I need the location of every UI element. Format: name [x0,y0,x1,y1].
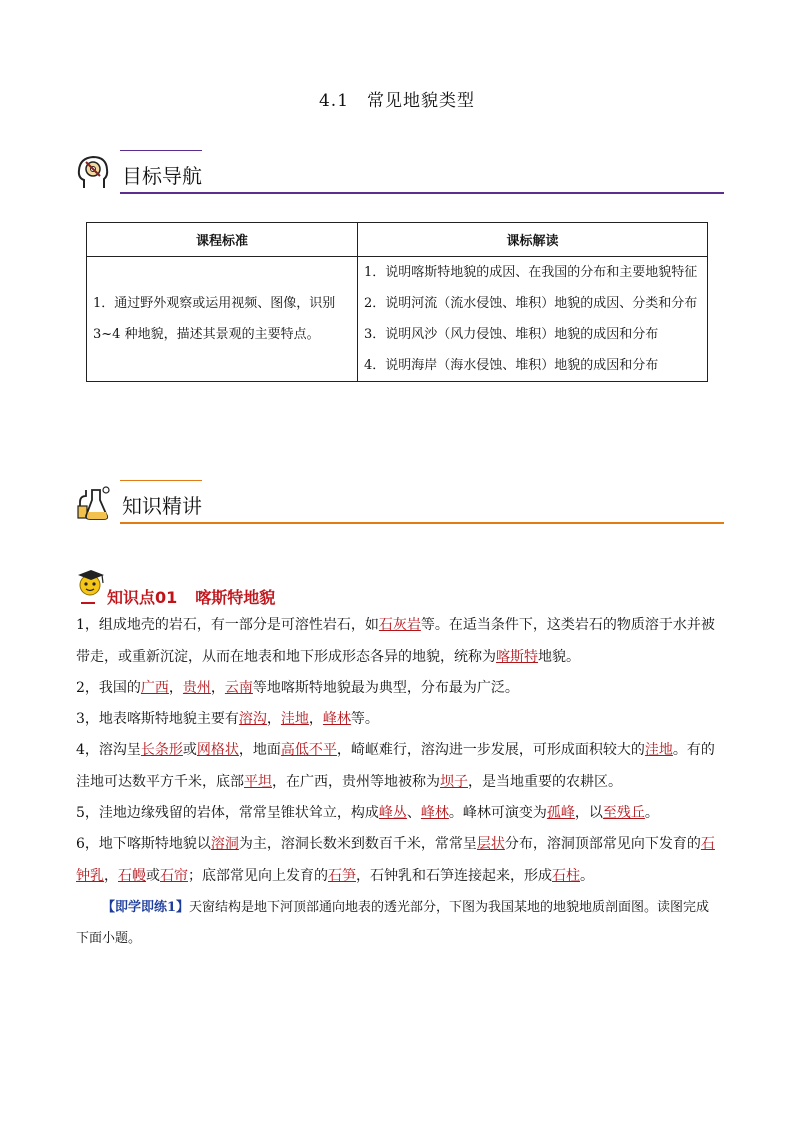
keyword: 层状 [476,836,505,852]
keyword: 至残丘 [602,805,645,821]
header-accent-rule [120,150,202,151]
keyword: 网格状 [196,742,239,758]
knowledge-point-label: 知识点01 [107,588,178,607]
knowledge-point-topic: 喀斯特地貌 [195,588,276,607]
paragraph-3 [76,704,720,736]
keyword: 喀斯特 [496,648,538,665]
keyword: 石帘 [160,867,188,884]
table-row [87,257,708,382]
paragraph-6 [76,829,720,892]
section-header-knowledge [74,480,724,524]
head-gear-icon [74,152,112,190]
header-accent-rule [120,480,202,481]
text: 1，组成地壳的岩石，有一部分是可溶性岩石，如 [76,617,379,633]
keyword: 石笋 [328,867,356,884]
text: 5，洼地边缘残留的岩体，常常呈锥状耸立，构成 [76,805,379,821]
keyword: 长条形 [140,742,183,758]
text: 、 [406,805,421,821]
text: 分布，溶洞顶部常见向下发育的 [504,836,701,852]
section-number: 4.1 [318,91,350,111]
exercise-text: 天窗结构是地下河顶部通向地表的透光部分，下图为我国某地的地貌地质剖面图。读图完成下面小题。 [76,900,710,946]
keyword: 高低不平 [280,742,337,758]
text: 6，地下喀斯特地貌以 [76,836,211,852]
keyword: 坝子 [440,773,468,790]
interpretation-item: 1．说明喀斯特地貌的成因、在我国的分布和主要地貌特征 [364,265,698,280]
section-title: 常见地貌类型 [367,91,476,111]
paragraph-2 [76,673,720,705]
keyword: 平坦 [244,773,272,790]
text: ，崎岖难行，溶沟进一步发展，可形成面积较大的 [336,742,645,758]
text: ， [308,711,323,727]
text: ， [168,680,183,696]
text: 为主，溶洞长数米到数百千米，常常呈 [238,836,477,852]
text: 。 [580,867,594,884]
keyword: 洼地 [280,711,309,727]
table-header-cell: 课标解读 [358,223,708,257]
interpretation-item: 4．说明海岸（海水侵蚀、堆积）地貌的成因和分布 [364,358,659,373]
section-header-goals [74,150,724,194]
text: ， [266,711,281,727]
text: ，石钟乳和石笋连接起来，形成 [356,867,552,884]
text: 等地喀斯特地貌最为典型，分布最为广泛。 [252,680,519,696]
paragraph-1 [76,610,720,673]
exercise-tag: 【即学即练1】 [102,900,190,915]
keyword: 石幔 [118,867,146,884]
text: 。 [644,805,659,821]
interpretation-item: 3．说明风沙（风力侵蚀、堆积）地貌的成因和分布 [364,327,659,342]
knowledge-point-title [107,585,275,608]
keyword: 溶洞 [210,836,239,852]
keyword: 峰林 [322,711,351,727]
graduate-icon [75,565,109,607]
flask-icon [74,482,112,520]
text: ，以 [574,805,603,821]
text: ， [210,680,225,696]
text: ，地面 [238,742,281,758]
keyword: 溶沟 [238,711,267,727]
text: ，是当地重要的农耕区。 [468,773,622,790]
text: 或 [182,742,197,758]
text: 3，地表喀斯特地貌主要有 [76,711,239,727]
standard-cell: 1．通过野外观察或运用视频、图像，识别3~4 种地貌，描述其景观的主要特点。 [87,257,358,382]
text: 。有的洼地可达数平方千米，底部 [76,742,715,790]
keyword: 石柱 [552,867,580,884]
interpretation-item: 2．说明河流（流水侵蚀、堆积）地貌的成因、分类和分布 [364,296,698,311]
interpretation-cell [358,257,708,382]
text: ；底部常见向上发育的 [188,867,328,884]
paragraph-5 [76,798,720,830]
keyword: 云南 [224,680,253,696]
text: ， [104,867,118,884]
document-title [0,86,794,111]
keyword: 贵州 [182,680,211,696]
text: 等。 [350,711,379,727]
table-header-row [87,223,708,257]
header-rule [120,522,724,524]
text: 2，我国的 [76,680,141,696]
section-label: 目标导航 [122,164,202,188]
text: 。峰林可演变为 [448,805,547,821]
keyword: 孤峰 [546,805,575,821]
keyword: 洼地 [644,742,673,758]
keyword: 峰林 [420,805,449,821]
keyword: 石钟乳 [76,836,715,884]
text: 4，溶沟呈 [76,742,141,758]
text: 地貌。 [538,648,580,665]
paragraph-4 [76,735,720,798]
exercise-prompt [76,892,720,954]
text: 或 [146,867,160,884]
keyword: 峰丛 [378,805,407,821]
keyword: 广西 [140,680,169,696]
table-header-cell: 课程标准 [87,223,358,257]
text: ，在广西，贵州等地被称为 [272,773,440,790]
curriculum-table [86,222,708,382]
section-label: 知识精讲 [122,494,202,518]
header-rule [120,192,724,194]
text: 等。在适当条件下，这类岩石的物质溶于水并被带走，或重新沉淀，从而在地表和地下形成形态各异的地貌，统称为 [76,617,715,665]
keyword: 石灰岩 [378,617,421,633]
knowledge-point-header [75,565,375,609]
